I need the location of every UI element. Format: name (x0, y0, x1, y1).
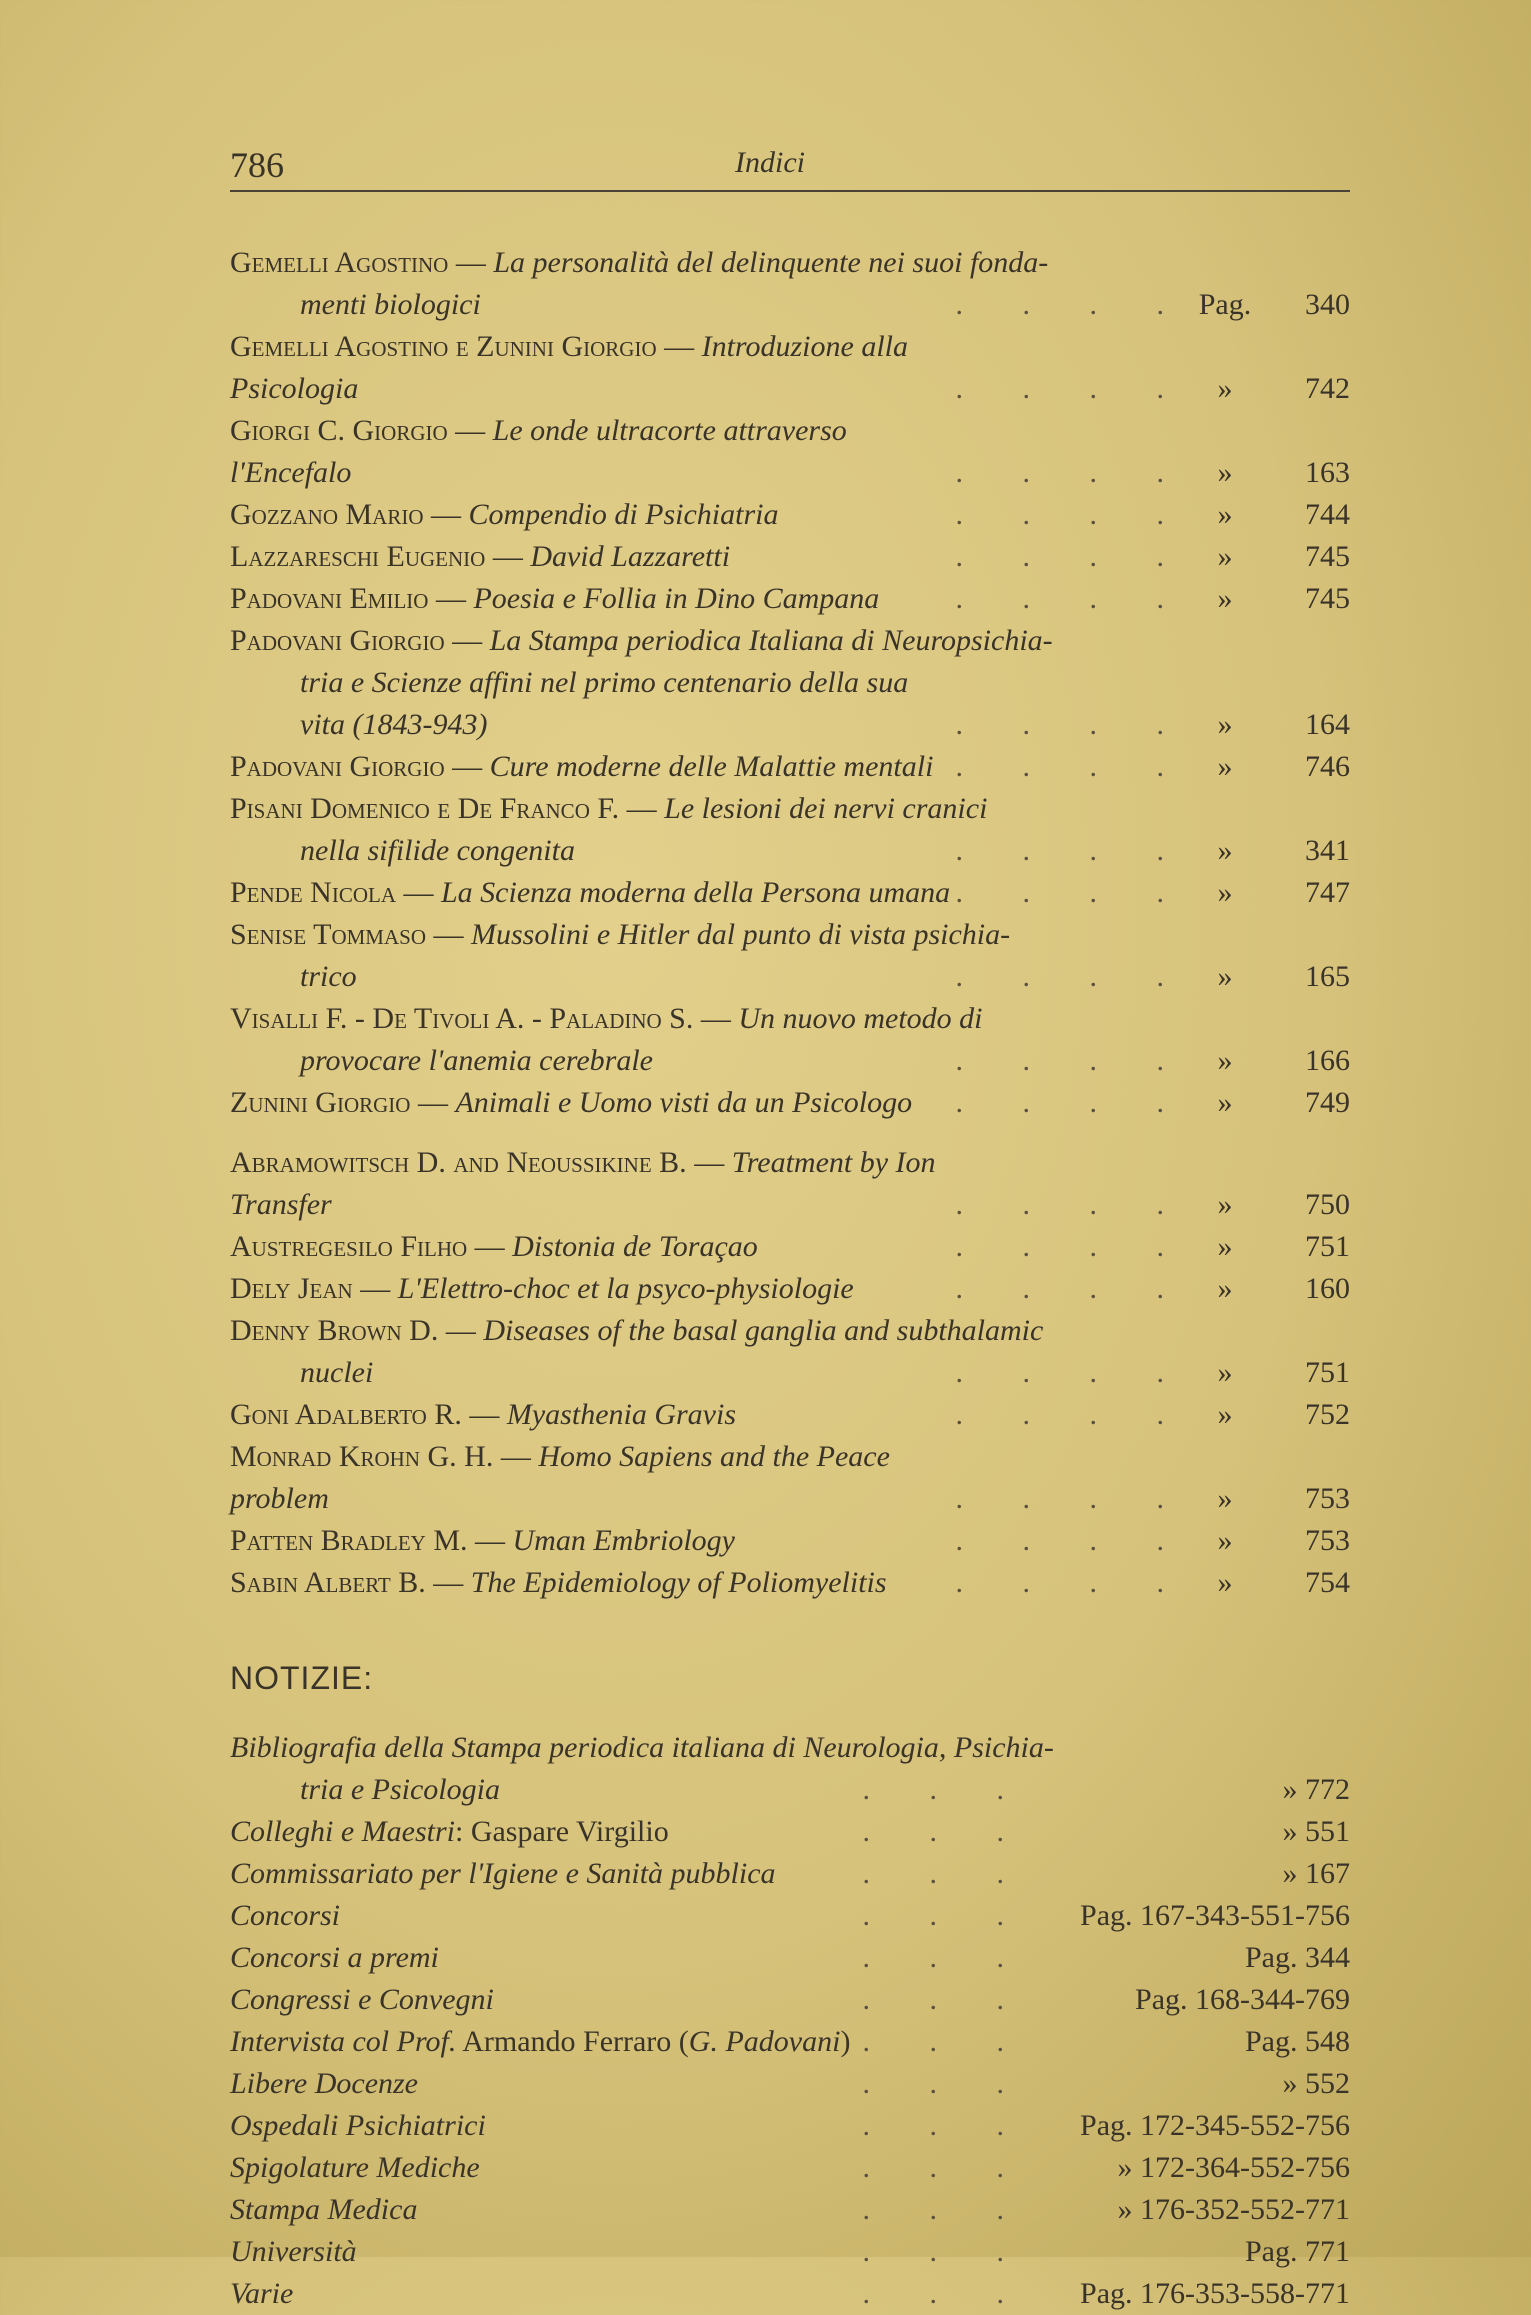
leader-dots: . . . . (955, 582, 1190, 615)
notizie-title: Libere Docenze (230, 2067, 418, 2100)
entry-author: Pende Nicola (230, 876, 396, 909)
entry-text (230, 1895, 863, 1937)
index-entry-continued (230, 830, 1350, 872)
page-ref: » 552 (1282, 2067, 1350, 2100)
notizie-title: Commissariato per l'Igiene e Sanità pubblica (230, 1857, 776, 1890)
entry-author: Senise Tommaso (230, 918, 426, 951)
page-ref: 751 (1305, 1356, 1350, 1389)
entry-title: Distonia de Toraçao (512, 1230, 758, 1263)
notizie-title: Università (230, 2235, 357, 2268)
page-mark: » (1217, 750, 1233, 783)
leader-dots: . . . (862, 1941, 1030, 1974)
entry-title: Homo Sapiens and the Peace problem (230, 1440, 890, 1515)
entry-title-cont: tria e Scienze affini nel primo centenario della sua vita (1843-943) (300, 666, 909, 741)
index-entry (230, 1310, 1350, 1352)
index-page (230, 140, 1350, 2315)
index-entry (230, 1436, 1350, 1520)
entry-title: David Lazzaretti (530, 540, 731, 573)
entry-author: Austregesilo Filho (230, 1230, 468, 1263)
leader-dots: . . . (862, 1773, 1030, 1806)
leader-dots: . . . . (955, 288, 1190, 321)
entry-separator: — (425, 918, 471, 951)
page-ref: 745 (1305, 582, 1350, 615)
entry-title-cont: trico (300, 960, 357, 993)
entry-author: Zunini Giorgio (230, 1086, 411, 1119)
entry-text (230, 914, 1350, 956)
index-entry (230, 1562, 1350, 1604)
entry-text (230, 2147, 863, 2189)
leader-dots: . . . . (955, 1230, 1190, 1263)
notizie-heading: NOTIZIE: (230, 1660, 374, 1696)
page-mark: » (1217, 456, 1233, 489)
entry-title: Introduzione alla Psicologia (230, 330, 908, 405)
page-ref: Pag. 168-344-769 (1135, 1983, 1350, 2016)
index-entry (230, 914, 1350, 956)
notizie-title: Stampa Medica (230, 2193, 418, 2226)
notizie-entry (230, 2231, 1350, 2273)
page-ref: 164 (1305, 708, 1350, 741)
page-ref: 341 (1305, 834, 1350, 867)
leader-dots: . . . . (955, 750, 1190, 783)
index-entry (230, 1082, 1350, 1124)
index-entry (230, 326, 1350, 410)
entry-separator: — (461, 1398, 507, 1431)
entry-text (230, 1727, 1350, 1769)
page-mark: » (1217, 1188, 1233, 1221)
entry-separator: — (619, 792, 665, 825)
entry-text (300, 1040, 956, 1082)
notizie-entry-continued (230, 1769, 1350, 1811)
entry-text (230, 1979, 863, 2021)
page-mark: » (1217, 1356, 1233, 1389)
entry-text (300, 956, 956, 998)
entry-text (230, 1226, 956, 1268)
entry-separator: — (425, 1566, 471, 1599)
page-mark: » (1217, 1482, 1233, 1515)
entry-text (230, 746, 956, 788)
notizie-title: Concorsi a premi (230, 1941, 439, 1974)
page-mark: » (1217, 372, 1233, 405)
entry-separator: — (467, 1524, 513, 1557)
entry-separator: — (396, 876, 441, 909)
entry-text (230, 578, 956, 620)
entry-title: Uman Embriology (512, 1524, 735, 1557)
notizie-entry (230, 1853, 1350, 1895)
notizie-entry (230, 1979, 1350, 2021)
index-entry-continued (230, 956, 1350, 998)
notizie-entry (230, 1727, 1350, 1769)
entry-text (230, 1811, 863, 1853)
page-ref: Pag. 172-345-552-756 (1080, 2109, 1350, 2142)
entry-text (230, 494, 956, 536)
index-entry (230, 998, 1350, 1040)
page-mark: » (1217, 498, 1233, 531)
entry-author: Sabin Albert B. (230, 1566, 426, 1599)
index-entry (230, 494, 1350, 536)
page-ref: » 172-364-552-756 (1117, 2151, 1350, 2184)
index-entry-continued (230, 1352, 1350, 1394)
index-entry (230, 1520, 1350, 1562)
notizie-title: Varie (230, 2277, 294, 2310)
entry-title: Treatment by Ion Transfer (230, 1146, 936, 1221)
entry-text (230, 410, 956, 494)
entry-text (230, 2273, 863, 2315)
page-ref: Pag. 167-343-551-756 (1080, 1899, 1350, 1932)
entry-title: La Stampa periodica Italiana di Neuropsichia- (489, 624, 1053, 657)
leader-dots: . . . . (955, 1566, 1190, 1599)
entry-text (230, 1082, 956, 1124)
page-mark: » (1217, 960, 1233, 993)
page-ref: 751 (1305, 1230, 1350, 1263)
page-ref: Pag. 344 (1245, 1941, 1350, 1974)
leader-dots: . . . . (955, 708, 1190, 741)
leader-dots: . . . (862, 2109, 1030, 2142)
entry-text (230, 1436, 956, 1520)
entry-text (230, 998, 1350, 1040)
entry-author: Visalli F. - De Tivoli A. - Paladino S. (230, 1002, 694, 1035)
page-ref: 745 (1305, 540, 1350, 573)
leader-dots: . . . . (955, 1482, 1190, 1515)
notizie-entry (230, 1937, 1350, 1979)
page-number: 786 (230, 145, 284, 185)
entry-text (230, 872, 956, 914)
entry-text (230, 2231, 863, 2273)
entry-title: Poesia e Follia in Dino Campana (473, 582, 880, 615)
page-mark: » (1217, 1230, 1233, 1263)
running-title: Indici (735, 146, 805, 179)
entry-author: Lazzareschi Eugenio (230, 540, 486, 573)
entry-title-cont: nuclei (300, 1356, 374, 1389)
entry-text (230, 1394, 956, 1436)
notizie-plain-2: ) (840, 2025, 851, 2058)
page-ref: 752 (1305, 1398, 1350, 1431)
notizie-entry (230, 2063, 1350, 2105)
entry-title: Animali e Uomo visti da un Psicologo (455, 1086, 913, 1119)
index-entry (230, 1226, 1350, 1268)
page-mark: » (1217, 708, 1233, 741)
entry-title-cont: menti biologici (300, 288, 481, 321)
entry-separator: — (693, 1002, 739, 1035)
entry-title: Myasthenia Gravis (506, 1398, 737, 1431)
entry-separator: — (438, 1314, 484, 1347)
page-mark: » (1217, 1398, 1233, 1431)
entry-text (300, 662, 956, 746)
notizie-plain: : Gaspare Virgilio (454, 1815, 669, 1848)
leader-dots: . . . . (955, 876, 1190, 909)
entry-title-cont: provocare l'anemia cerebrale (300, 1044, 653, 1077)
index-entry (230, 746, 1350, 788)
notizie-title: Concorsi (230, 1899, 341, 1932)
page-ref: 744 (1305, 498, 1350, 531)
entry-title: La Scienza moderna della Persona umana (441, 876, 951, 909)
page-ref: 340 (1305, 288, 1350, 321)
page-ref: 747 (1305, 876, 1350, 909)
entry-text (230, 2105, 863, 2147)
leader-dots: . . . (862, 2277, 1030, 2310)
entry-text (230, 536, 956, 578)
leader-dots: . . . (862, 1899, 1030, 1932)
entry-text (300, 830, 956, 872)
entry-text (230, 2021, 863, 2063)
page-ref: 754 (1305, 1566, 1350, 1599)
notizie-title-cont: tria e Psicologia (300, 1773, 500, 1806)
entry-text (230, 326, 956, 410)
index-entry (230, 242, 1350, 284)
entry-text (230, 620, 1350, 662)
leader-dots: . . . . (955, 498, 1190, 531)
page-mark: » (1217, 582, 1233, 615)
entry-separator: — (444, 750, 490, 783)
leader-dots: . . . (862, 1815, 1030, 1848)
notizie-title: Spigolature Mediche (230, 2151, 480, 2184)
page-ref: 753 (1305, 1482, 1350, 1515)
notizie-title: Congressi e Convegni (230, 1983, 494, 2016)
leader-dots: . . . (862, 1983, 1030, 2016)
page-mark: » (1217, 540, 1233, 573)
entry-author: Monrad Krohn G. H. (230, 1440, 494, 1473)
index-entry-continued (230, 1040, 1350, 1082)
notizie-entry (230, 2021, 1350, 2063)
entry-author: Dely Jean (230, 1272, 353, 1305)
notizie-plain: Armando Ferraro ( (456, 2025, 689, 2058)
entry-author: Gozzano Mario (230, 498, 424, 531)
leader-dots: . . . (862, 1857, 1030, 1890)
entry-author: Pisani Domenico e De Franco F. (230, 792, 620, 825)
entry-separator: — (686, 1146, 732, 1179)
index-entry-continued (230, 284, 1350, 326)
entry-author: Giorgi C. Giorgio (230, 414, 448, 447)
entry-title: Un nuovo metodo di (738, 1002, 983, 1035)
leader-dots: . . . (862, 2193, 1030, 2226)
page-ref: » 772 (1282, 1773, 1350, 1806)
notizie-entry (230, 2105, 1350, 2147)
entry-author: Gemelli Agostino e Zunini Giorgio (230, 330, 657, 363)
page-ref: » 167 (1282, 1857, 1350, 1890)
page-mark: » (1217, 834, 1233, 867)
entry-separator: — (444, 624, 490, 657)
entry-text (230, 1310, 1350, 1352)
entry-separator: — (467, 1230, 513, 1263)
leader-dots: . . . . (955, 1188, 1190, 1221)
entry-text (230, 1268, 956, 1310)
index-entry (230, 872, 1350, 914)
page-ref: Pag. 548 (1245, 2025, 1350, 2058)
leader-dots: . . . (862, 2067, 1030, 2100)
foreign-reviews-list (230, 1142, 1350, 1604)
index-entry-continued (230, 662, 1350, 746)
entry-separator: — (656, 330, 702, 363)
entry-text (300, 284, 956, 326)
entry-author: Gemelli Agostino (230, 246, 449, 279)
entry-separator: — (493, 1440, 539, 1473)
page-ref: 746 (1305, 750, 1350, 783)
entry-separator: — (485, 540, 531, 573)
entry-separator: — (410, 1086, 456, 1119)
leader-dots: . . . . (955, 834, 1190, 867)
entry-title: Le lesioni dei nervi cranici (664, 792, 988, 825)
entry-author: Goni Adalberto R. (230, 1398, 462, 1431)
entry-author: Padovani Giorgio (230, 624, 445, 657)
entry-text (230, 1520, 956, 1562)
leader-dots: . . . . (955, 1086, 1190, 1119)
entry-title: The Epidemiology of Poliomyelitis (470, 1566, 887, 1599)
entry-text (230, 1853, 863, 1895)
page-header (230, 140, 1350, 192)
index-entry (230, 578, 1350, 620)
leader-dots: . . . . (955, 1272, 1190, 1305)
index-entry (230, 620, 1350, 662)
notizie-title-2: G. Padovani (688, 2025, 841, 2058)
page-mark: Pag. (1198, 288, 1252, 321)
notizie-entry (230, 2273, 1350, 2315)
entry-author: Padovani Giorgio (230, 750, 445, 783)
page-mark: » (1217, 1272, 1233, 1305)
page-ref: 750 (1305, 1188, 1350, 1221)
entry-separator: — (423, 498, 469, 531)
entry-author: Abramowitsch D. and Neoussikine B. (230, 1146, 687, 1179)
leader-dots: . . . . (955, 540, 1190, 573)
entry-separator: — (448, 246, 494, 279)
entry-text (230, 788, 1350, 830)
leader-dots: . . . . (955, 1524, 1190, 1557)
reviews-list (230, 242, 1350, 1124)
index-entry (230, 788, 1350, 830)
entry-text (300, 1769, 863, 1811)
page-mark: » (1217, 1044, 1233, 1077)
page-ref: 742 (1305, 372, 1350, 405)
notizie-list (230, 1727, 1350, 2315)
entry-separator: — (352, 1272, 398, 1305)
page-mark: » (1217, 1086, 1233, 1119)
entry-author: Denny Brown D. (230, 1314, 439, 1347)
entry-author: Patten Bradley M. (230, 1524, 468, 1557)
index-entry (230, 1268, 1350, 1310)
notizie-entry (230, 1895, 1350, 1937)
page-ref: » 176-352-552-771 (1117, 2193, 1350, 2226)
page-ref: » 551 (1282, 1815, 1350, 1848)
entry-text (230, 242, 1350, 284)
page-ref: Pag. 176-353-558-771 (1080, 2277, 1350, 2310)
page-ref: 166 (1305, 1044, 1350, 1077)
entry-title: Le onde ultracorte attraverso l'Encefalo (230, 414, 847, 489)
leader-dots: . . . . (955, 372, 1190, 405)
entry-separator: — (447, 414, 493, 447)
index-entry (230, 1142, 1350, 1226)
notizie-entry (230, 2147, 1350, 2189)
entry-title: Diseases of the basal ganglia and subthalamic (483, 1314, 1044, 1347)
page-mark: » (1217, 1566, 1233, 1599)
index-entry (230, 1394, 1350, 1436)
leader-dots: . . . . (955, 960, 1190, 993)
entry-text (230, 2189, 863, 2231)
notizie-title: Bibliografia della Stampa periodica italiana di Neurologia, Psichia- (230, 1731, 1054, 1764)
leader-dots: . . . . (955, 1398, 1190, 1431)
leader-dots: . . . . (955, 1356, 1190, 1389)
notizie-title: Intervista col Prof. (230, 2025, 457, 2058)
entry-title: L'Elettro-choc et la psyco-physiologie (397, 1272, 854, 1305)
index-entry (230, 536, 1350, 578)
entry-author: Padovani Emilio (230, 582, 429, 615)
page-ref: 749 (1305, 1086, 1350, 1119)
entry-text (300, 1352, 956, 1394)
page-mark: » (1217, 876, 1233, 909)
notizie-entry (230, 2189, 1350, 2231)
page-ref: Pag. 771 (1245, 2235, 1350, 2268)
page-ref: 165 (1305, 960, 1350, 993)
notizie-entry (230, 1811, 1350, 1853)
entry-text (230, 1562, 956, 1604)
entry-text (230, 1937, 863, 1979)
notizie-title: Ospedali Psichiatrici (230, 2109, 486, 2142)
entry-separator: — (428, 582, 474, 615)
page-ref: 753 (1305, 1524, 1350, 1557)
leader-dots: . . . (862, 2025, 1030, 2058)
leader-dots: . . . . (955, 456, 1190, 489)
entry-title: Compendio di Psichiatria (468, 498, 779, 531)
entry-title: Mussolini e Hitler dal punto di vista psichia- (470, 918, 1011, 951)
page-ref: 163 (1305, 456, 1350, 489)
entry-text (230, 2063, 863, 2105)
entry-title-cont: nella sifilide congenita (300, 834, 575, 867)
entry-title: La personalità del delinquente nei suoi fonda- (493, 246, 1049, 279)
leader-dots: . . . . (955, 1044, 1190, 1077)
leader-dots: . . . (862, 2151, 1030, 2184)
entry-text (230, 1142, 956, 1226)
notizie-title: Colleghi e Maestri (230, 1815, 455, 1848)
entry-title: Cure moderne delle Malattie mentali (489, 750, 934, 783)
page-ref: 160 (1305, 1272, 1350, 1305)
index-entry (230, 410, 1350, 494)
page-mark: » (1217, 1524, 1233, 1557)
leader-dots: . . . (862, 2235, 1030, 2268)
